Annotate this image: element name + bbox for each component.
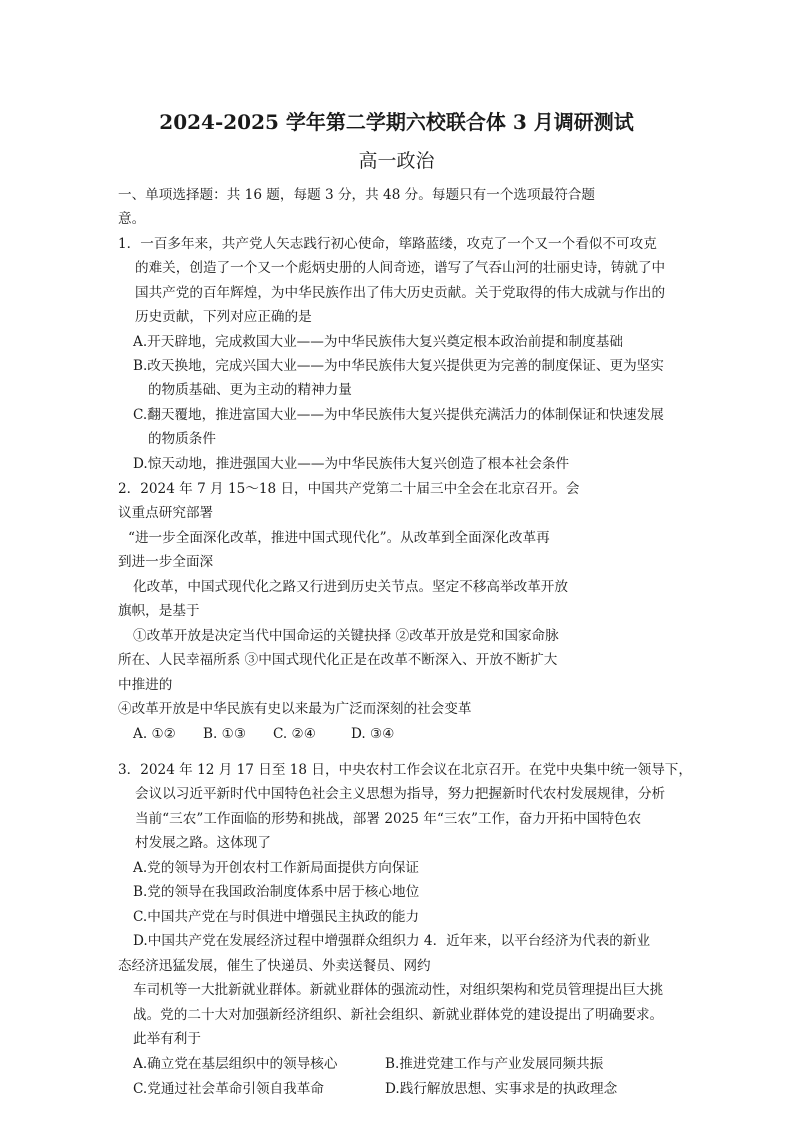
q3-stem-line: 村发展之路。这体现了: [135, 835, 271, 851]
q1-option-d: D.惊天动地，推进强国大业——为中华民族伟大复兴创造了根本社会条件: [133, 456, 570, 472]
q3-option-c: C.中国共产党在与时俱进中增强民主执政的能力: [133, 909, 420, 925]
subject-title: 高一政治: [358, 150, 435, 172]
q2-line: “进一步全面深化改革，推进中国式现代化”。从改革到全面深化改革再: [128, 530, 550, 546]
q4-line: 此举有利于: [133, 1031, 201, 1047]
section-heading: 一、单项选择题：共 16 题，每题 3 分，共 48 分。每题只有一个选项最符合题: [118, 187, 595, 203]
q4-option-c: C.党通过社会革命引领自我革命: [133, 1081, 324, 1097]
q1-stem-line: 历史贡献，下列对应正确的是: [135, 309, 312, 325]
q2-line: 旗帜，是基于: [118, 603, 200, 619]
q4-line: 态经济迅猛发展，催生了快递员、外卖送餐员、网约: [118, 958, 431, 974]
q4-line: 战。党的二十大对加强新经济组织、新社会组织、新就业群体党的建设提出了明确要求。: [133, 1007, 664, 1023]
q2-statements-line: 中推进的: [118, 677, 173, 693]
q3-option-a: A.党的领导为开创农村工作新局面提供方向保证: [133, 860, 420, 876]
q3-option-b: B.党的领导在我国政治制度体系中居于核心地位: [133, 884, 420, 900]
q3-stem-line: 3．2024 年 12 月 17 日至 18 日，中央农村工作会议在北京召开。在党中央集中统一领导下，: [118, 762, 692, 778]
q3-stem-line: 当前“三农”工作面临的形势和挑战，部署 2025 年“三农”工作，奋力开拓中国特色农: [135, 811, 642, 827]
q1-option-a: A.开天辟地，完成救国大业——为中华民族伟大复兴奠定根本政治前提和制度基础: [133, 334, 623, 350]
q2-line: 到进一步全面深: [118, 554, 214, 570]
q4-line: 车司机等一大批新就业群体。新就业群体的强流动性，对组织架构和党员管理提出巨大挑: [133, 982, 664, 998]
q1-option-b: B.改天换地，完成兴国大业——为中华民族伟大复兴提供更为完善的制度保证、更为坚实: [133, 358, 664, 374]
q4-option-a: A.确立党在基层组织中的领导核心: [133, 1056, 338, 1072]
q2-choice-a: A. ①②: [133, 726, 176, 742]
exam-title: 2024-2025 学年第二学期六校联合体 3 月调研测试: [159, 110, 634, 134]
q3-option-d: D.中国共产党在发展经济过程中增强群众组织力 4．近年来，以平台经济为代表的新业: [133, 933, 651, 949]
q2-statements-line: ①改革开放是决定当代中国命运的关键抉择 ②改革开放是党和国家命脉: [133, 628, 559, 644]
q1-option-c-cont: 的物质条件: [148, 431, 216, 447]
q2-statement-4: ④改革开放是中华民族有史以来最为广泛而深刻的社会变革: [118, 701, 472, 717]
q3-stem-line: 会议以习近平新时代中国特色社会主义思想为指导，努力把握新时代农村发展规律，分析: [135, 786, 666, 802]
q1-stem-line: 国共产党的百年辉煌，为中华民族作出了伟大历史贡献。关于党取得的伟大成就与作出的: [135, 285, 666, 301]
q4-option-d: D.践行解放思想、实事求是的执政理念: [385, 1081, 618, 1097]
q1-option-c: C.翻天覆地，推进富国大业——为中华民族伟大复兴提供充满活力的体制保证和快速发展: [133, 407, 664, 423]
q2-choice-c: C. ②④: [273, 726, 316, 742]
q2-statements-line: 所在、人民幸福所系 ③中国式现代化正是在改革不断深入、开放不断扩大: [118, 652, 558, 668]
q4-option-b: B.推进党建工作与产业发展同频共振: [385, 1056, 604, 1072]
q2-line: 议重点研究部署: [118, 505, 214, 521]
q1-stem-line: 的难关，创造了一个又一个彪炳史册的人间奇迹，谱写了气吞山河的壮丽史诗，铸就了中: [135, 260, 666, 276]
q2-line: 2．2024 年 7 月 15～18 日，中国共产党第二十届三中全会在北京召开。会: [118, 481, 580, 497]
q1-stem-line: 1．一百多年来，共产党人矢志践行初心使命，筚路蓝缕，攻克了一个又一个看似不可攻克: [118, 236, 657, 252]
q2-line: 化改革，中国式现代化之路又行进到历史关节点。坚定不移高举改革开放: [133, 579, 568, 595]
q2-choices: [133, 725, 394, 743]
q2-choice-b: B. ①③: [203, 726, 247, 742]
q2-choice-d: D. ③④: [351, 726, 395, 742]
q1-option-b-cont: 的物质基础、更为主动的精神力量: [148, 382, 352, 398]
section-heading-cont: 意。: [118, 211, 146, 227]
